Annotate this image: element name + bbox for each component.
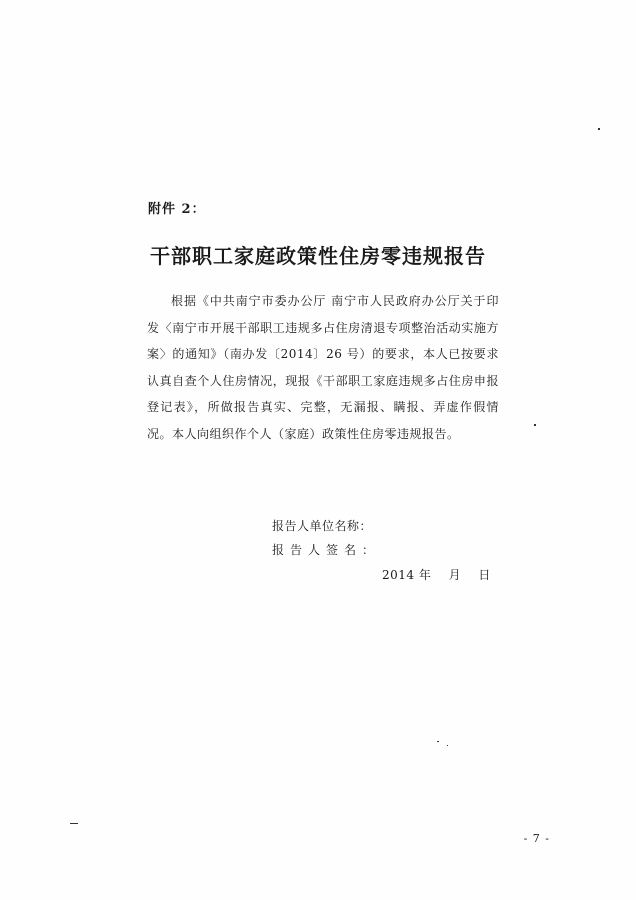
body-paragraph: 根据《中共南宁市委办公厅 南宁市人民政府办公厅关于印发〈南宁市开展干部职工违规多占住房清退专项整治活动实施方案〉的通知》（南办发〔2014〕26 号）的要求，本人已按要求认真自查个人住房情况，现报《干部职工家庭违规多占住房申报登记表》，所做报告真实、完整，无漏报、瞒报、弄虚作假情况。本人向组织作个人（家庭）政策性住房零违规报告。 — [147, 294, 499, 441]
scan-speck — [598, 128, 600, 130]
document-title: 干部职工家庭政策性住房零违规报告 — [150, 244, 486, 268]
reporter-unit-label: 报告人单位名称： — [272, 519, 373, 533]
attachment-label: 附件 2： — [148, 202, 206, 217]
scan-speck — [70, 823, 78, 824]
report-date: 2014 年 月 日 — [382, 568, 491, 582]
reporter-signature-label: 报告人签名： — [272, 543, 381, 557]
scan-speck — [437, 741, 439, 742]
page-number: - 7 - — [523, 832, 550, 845]
scan-speck — [447, 745, 448, 746]
scan-speck — [534, 424, 536, 426]
